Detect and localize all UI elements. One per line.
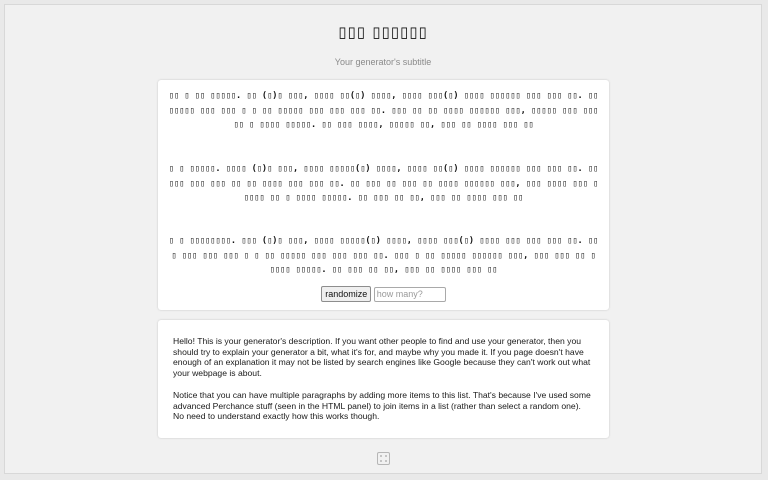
description-card: [158, 320, 609, 438]
description-paragraph: Hello! This is your generator's description. If you want other people to find and use your generator, then you should try to explain your generator a bit, what it's for, and maybe why you made it. If you page doesn't have enough of an explanation it may not be listed by search engines like Google because they can't work out what your webpage is about.: [173, 336, 591, 378]
output-card: [158, 80, 609, 310]
dice-pip: [385, 455, 387, 457]
output-paragraph: ▯▯ ▯ ▯▯ ▯▯▯▯▯. ▯▯ (▯)▯ ▯▯▯, ▯▯▯▯ ▯▯(▯) ▯▯▯▯, ▯▯▯▯ ▯▯▯(▯) ▯▯▯▯ ▯▯▯▯▯▯ ▯▯▯ ▯▯▯ ▯▯. ▯▯▯▯▯▯▯ ▯▯▯ ▯▯▯ ▯ ▯ ▯▯ ▯▯▯▯▯ ▯▯▯ ▯▯▯ ▯▯▯ ▯▯. ▯▯▯ ▯▯ ▯▯ ▯▯▯▯ ▯▯▯▯▯▯ ▯▯▯, ▯▯▯▯▯ ▯▯▯ ▯▯▯ ▯▯ ▯ ▯▯▯▯ ▯▯▯▯▯. ▯▯ ▯▯▯ ▯▯▯▯, ▯▯▯▯▯ ▯▯, ▯▯▯ ▯▯ ▯▯▯▯ ▯▯▯ ▯▯: [168, 91, 599, 130]
dice-pip: [380, 455, 382, 457]
description-paragraph: Notice that you can have multiple paragraphs by adding more items to this list. That's because I've used some advanced Perchance stuff (seen in the HTML panel) to join items in a list (rather than select a random one). No need to understand exactly how this works though.: [173, 390, 591, 421]
output-paragraph: ▯ ▯ ▯▯▯▯▯. ▯▯▯▯ (▯)▯ ▯▯▯, ▯▯▯▯ ▯▯▯▯▯(▯) ▯▯▯▯, ▯▯▯▯ ▯▯(▯) ▯▯▯▯ ▯▯▯▯▯▯ ▯▯▯ ▯▯▯ ▯▯. ▯▯▯▯▯ ▯▯▯ ▯▯▯ ▯▯ ▯▯ ▯▯▯▯ ▯▯▯ ▯▯▯ ▯▯. ▯▯ ▯▯▯ ▯▯ ▯▯▯ ▯▯ ▯▯▯▯ ▯▯▯▯▯▯ ▯▯▯, ▯▯▯ ▯▯▯▯ ▯▯▯ ▯▯▯▯▯ ▯▯ ▯ ▯▯▯▯ ▯▯▯▯▯. ▯▯ ▯▯▯ ▯▯ ▯▯, ▯▯▯ ▯▯ ▯▯▯▯ ▯▯▯ ▯▯: [168, 164, 599, 203]
dice-icon[interactable]: [377, 452, 390, 465]
page-title: ▯▯▯ ▯▯▯▯▯▯: [338, 23, 428, 41]
output-controls: [158, 286, 609, 302]
output-paragraph: ▯ ▯ ▯▯▯▯▯▯▯▯. ▯▯▯ (▯)▯ ▯▯▯, ▯▯▯▯ ▯▯▯▯▯(▯) ▯▯▯▯, ▯▯▯▯ ▯▯▯(▯) ▯▯▯▯ ▯▯▯ ▯▯▯ ▯▯▯ ▯▯. ▯▯▯ ▯▯▯ ▯▯▯ ▯▯▯ ▯ ▯ ▯▯ ▯▯▯▯▯ ▯▯▯ ▯▯▯ ▯▯▯ ▯▯. ▯▯▯ ▯ ▯▯ ▯▯▯▯▯ ▯▯▯▯▯▯ ▯▯▯, ▯▯▯ ▯▯▯ ▯▯ ▯ ▯▯▯▯ ▯▯▯▯▯. ▯▯ ▯▯▯ ▯▯ ▯▯, ▯▯▯ ▯▯ ▯▯▯▯ ▯▯▯ ▯▯: [168, 236, 599, 275]
page-subtitle: Your generator's subtitle: [334, 57, 432, 67]
randomize-button[interactable]: randomize: [321, 286, 371, 302]
dice-pip: [380, 460, 382, 462]
dice-pip: [385, 460, 387, 462]
count-input[interactable]: [374, 287, 446, 302]
